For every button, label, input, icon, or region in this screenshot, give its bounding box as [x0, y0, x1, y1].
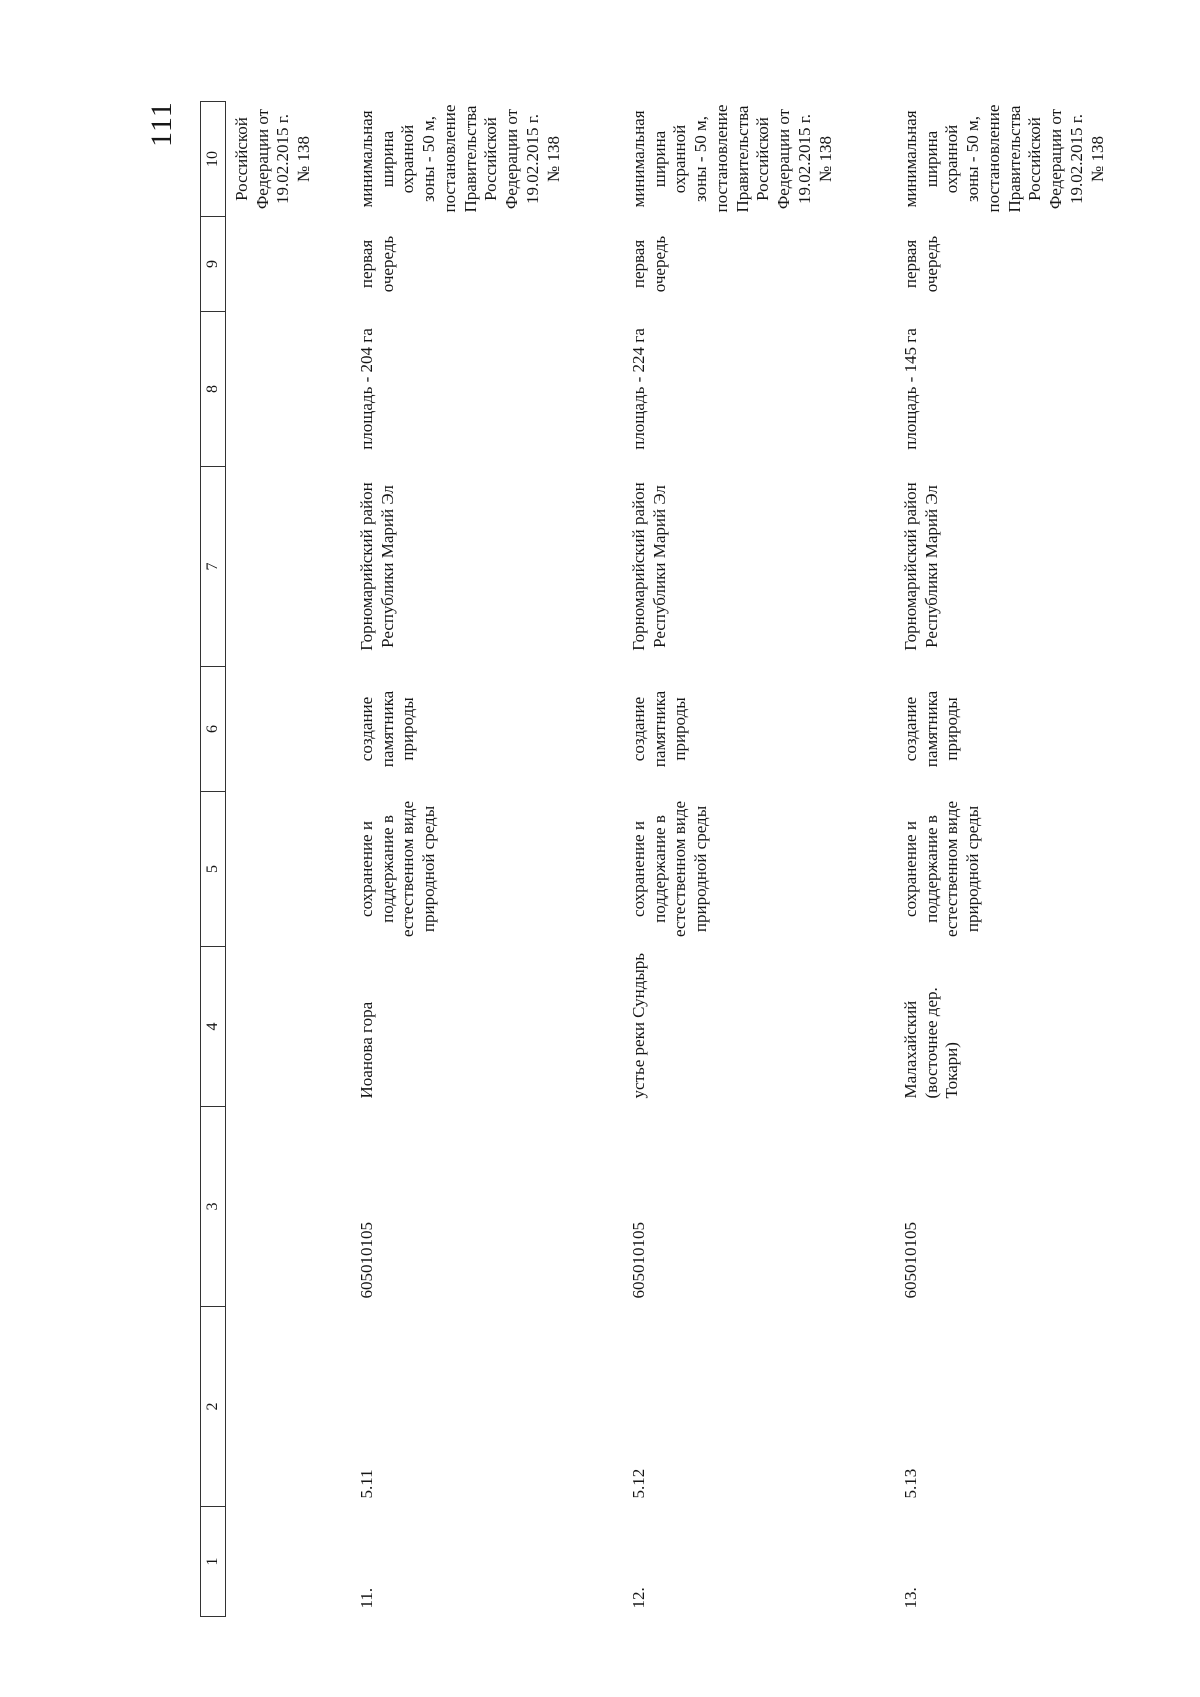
column-number-7: 7 — [201, 467, 226, 667]
row-zone: минимальная ширина охранной зоны - 50 м, постановление Правительства Российской Федерации от 19.02.2015 г. № 138 — [356, 104, 563, 213]
column-number-10: 10 — [201, 102, 226, 217]
row-location: Горномарийский район Республики Марий Эл — [900, 482, 941, 651]
column-number-4: 4 — [201, 947, 226, 1107]
column-number-5: 5 — [201, 792, 226, 947]
column-number-9: 9 — [201, 217, 226, 312]
row-params: площадь - 224 га — [628, 328, 648, 450]
page-number: 111 — [145, 101, 178, 147]
row-location: Горномарийский район Республики Марий Эл — [356, 482, 397, 651]
table-row — [329, 102, 601, 1617]
row-stage: первая очередь — [356, 235, 397, 293]
row-purpose: сохранение и поддержание в естественном виде природной среды — [900, 800, 983, 938]
row-stage: первая очередь — [628, 235, 669, 293]
row-zone: минимальная ширина охранной зоны - 50 м, постановление Правительства Российской Федерации от 19.02.2015 г. № 138 — [900, 104, 1107, 213]
column-number-6: 6 — [201, 667, 226, 792]
row-code: 5.13 — [900, 1468, 920, 1499]
row-name: устье реки Сундырь — [628, 952, 648, 1099]
row-action: создание памятника природы — [356, 690, 418, 768]
table-row — [873, 102, 1145, 1617]
row-purpose: сохранение и поддержание в естественном виде природной среды — [356, 800, 439, 938]
objects-table — [200, 101, 1145, 1617]
continuation-row — [226, 102, 329, 1617]
row-number: 12. — [628, 1587, 648, 1609]
row-code: 5.11 — [356, 1469, 376, 1499]
row-zone: минимальная ширина охранной зоны - 50 м, постановление Правительства Российской Федерации от 19.02.2015 г. № 138 — [628, 104, 835, 213]
row-name: Иоанова гора — [356, 1001, 376, 1099]
row-oktmo: 605010105 — [628, 1222, 648, 1299]
continuation-zone-text: Российской Федерации от 19.02.2015 г. № 138 — [232, 108, 314, 210]
row-code: 5.12 — [628, 1468, 648, 1499]
row-params: площадь - 204 га — [356, 328, 376, 450]
column-number-2: 2 — [201, 1307, 226, 1507]
row-action: создание памятника природы — [628, 690, 690, 768]
table-row — [601, 102, 873, 1617]
column-number-row — [201, 102, 226, 1617]
row-number: 13. — [900, 1587, 920, 1609]
column-number-8: 8 — [201, 312, 226, 467]
row-params: площадь - 145 га — [900, 328, 920, 450]
row-oktmo: 605010105 — [900, 1222, 920, 1299]
row-stage: первая очередь — [900, 235, 941, 293]
column-number-3: 3 — [201, 1107, 226, 1307]
row-number: 11. — [356, 1587, 376, 1609]
row-name: Малахайский (восточнее дер. Токари) — [900, 987, 962, 1099]
row-purpose: сохранение и поддержание в естественном виде природной среды — [628, 800, 711, 938]
column-number-1: 1 — [201, 1507, 226, 1617]
row-location: Горномарийский район Республики Марий Эл — [628, 482, 669, 651]
row-oktmo: 605010105 — [356, 1222, 376, 1299]
row-action: создание памятника природы — [900, 690, 962, 768]
